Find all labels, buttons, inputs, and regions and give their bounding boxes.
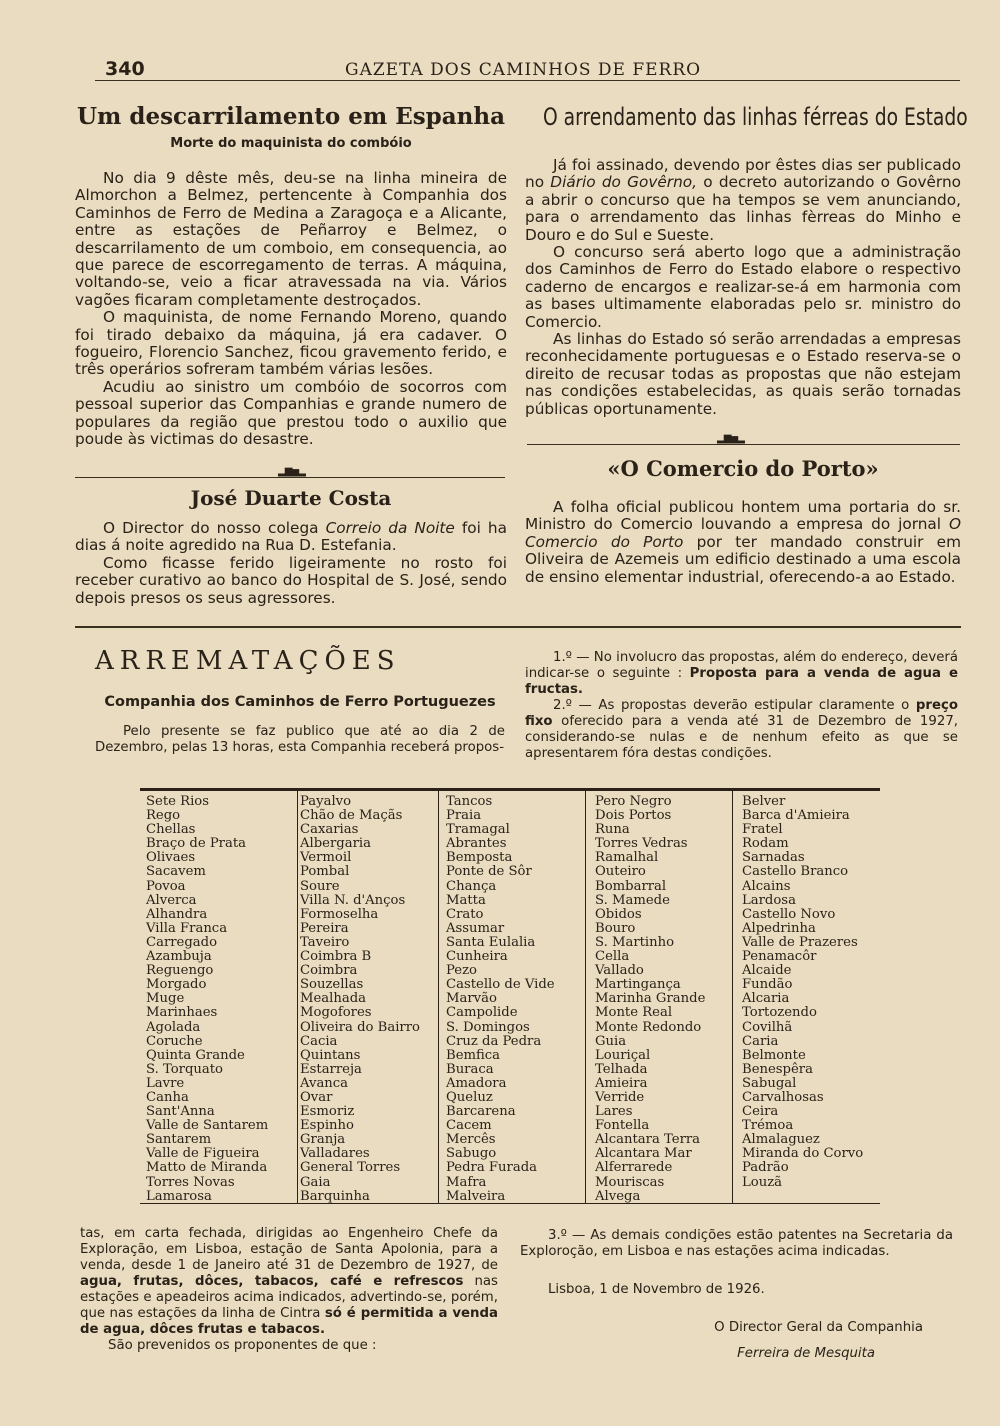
station-name: Lavre (146, 1075, 185, 1091)
station-name: Obidos (595, 906, 642, 922)
station-name: Praia (446, 808, 482, 824)
station-name: Mouriscas (595, 1174, 665, 1190)
article-title: José Duarte Costa (190, 486, 392, 510)
station-name: Barca d'Amieira (742, 808, 850, 824)
station-name: Valle de Prazeres (742, 934, 858, 950)
station-name: Tramagal (446, 822, 510, 838)
station-name: Marvão (446, 991, 497, 1007)
station-name: Torres Vedras (595, 836, 688, 852)
station-name: S. Domingos (446, 1019, 530, 1035)
station-name: Soure (300, 878, 340, 894)
station-name: Torres Novas (146, 1174, 235, 1190)
stations-column-2 (300, 795, 420, 1204)
station-name: Tancos (446, 794, 493, 809)
station-name: Dois Portos (595, 808, 672, 824)
stations-column-5 (742, 795, 863, 1190)
article-body (75, 170, 507, 449)
station-name: Malveira (446, 1188, 506, 1204)
station-name: Quintans (300, 1047, 361, 1063)
notice-closing (520, 1228, 953, 1362)
station-name: Cacia (300, 1033, 338, 1049)
company-name: Companhia dos Caminhos de Ferro Portuguezes (104, 694, 496, 710)
article-body (525, 499, 961, 586)
station-name: Louriçal (595, 1047, 651, 1063)
publication-title: GAZETA DOS CAMINHOS DE FERRO (345, 60, 702, 80)
station-name: Mafra (446, 1174, 487, 1190)
station-name: Pereira (300, 920, 349, 936)
notice-title: ARREMATAÇÕES (95, 646, 401, 676)
notice-arrematacoes (95, 646, 505, 756)
station-name: Cruz da Pedra (446, 1033, 542, 1049)
station-name: Caxarias (300, 822, 359, 838)
station-name: Albergaria (300, 836, 371, 852)
section-divider (75, 626, 961, 628)
station-name: Belmonte (742, 1047, 806, 1063)
signatory-name: Ferreira de Mesquita (737, 1346, 875, 1361)
station-name: Esmoriz (300, 1104, 355, 1120)
station-name: Fontella (595, 1118, 650, 1134)
page-number: 340 (105, 58, 145, 80)
station-name: Verride (595, 1089, 645, 1105)
station-name: Sarnadas (742, 850, 805, 866)
station-name: Monte Real (595, 1005, 673, 1021)
station-name: Matto de Miranda (146, 1160, 268, 1176)
station-name: Valle de Figueira (146, 1146, 260, 1162)
station-name: Santarem (146, 1132, 212, 1148)
station-name: Oliveira do Bairro (300, 1019, 420, 1035)
station-name: Belver (742, 794, 786, 809)
station-name: Souzellas (300, 977, 364, 993)
station-name: S. Martinho (595, 934, 675, 950)
paragraph: As linhas do Estado só serão arrendadas a empresas reconhecidamente portuguesas e o Estado reserva-se o direito de recusar todas as propostas que não estejam nas condições estabelecidas, as quais serão tornadas públicas oportunamente. (525, 330, 961, 418)
station-name: Lamarosa (146, 1188, 212, 1204)
station-name: Alpedrinha (742, 920, 816, 936)
station-name: Ceira (742, 1104, 779, 1120)
station-name: Taveiro (300, 934, 350, 950)
divider (527, 444, 960, 445)
station-name: Rego (146, 808, 181, 824)
station-name: Padrão (742, 1160, 789, 1176)
paragraph: Já foi assinado, devendo por êstes dias ser publicado no Diário do Govêrno, o decreto autorizando o Govêrno a abrir o concurso que ha tempos se vem anunciando, para o arrendamento das linhas fèrreas do Minho e Douro e do Sul e Sueste. (525, 156, 962, 244)
station-name: Morgado (146, 977, 207, 993)
station-name: Carvalhosas (742, 1089, 824, 1105)
station-name: Abrantes (446, 836, 507, 852)
condition-1: 1.º — No involucro das propostas, além do endereço, deverá indicar-se o seguinte : Proposta para a venda de agua e fructas. (525, 650, 958, 697)
station-name: Reguengo (146, 963, 214, 979)
station-name: Rodam (742, 836, 789, 852)
station-name: Alcantara Terra (595, 1132, 701, 1148)
station-name: Estarreja (300, 1061, 362, 1077)
station-name: Alcains (742, 878, 791, 894)
station-name: Pezo (446, 963, 477, 979)
station-name: Villa N. d'Anços (300, 892, 406, 908)
paragraph: No dia 9 dêste mês, deu-se na linha mineira de Almorchon a Belmez, pertencente à Companhia dos Caminhos de Ferro de Medina a Zaragoça e a Alicante, entre as estações de Peñarroy e Belmez, o descarrilamento de um comboio, em consequencia, ao que parece de escorregamento de terras. A máquina, voltando-se, veio a ficar atravessada na via. Vários vagões ficaram completamente destroçados. (75, 169, 507, 309)
station-name: Amadora (446, 1075, 507, 1091)
station-name: Lares (595, 1104, 633, 1120)
station-name: Formoselha (300, 906, 379, 922)
station-name: Amieira (595, 1075, 648, 1091)
article-arrendamento (525, 103, 968, 418)
station-name: Ponte de Sôr (446, 864, 532, 880)
station-name: Valladares (300, 1146, 370, 1162)
station-name: Martingança (595, 977, 681, 993)
station-name: S. Mamede (595, 892, 670, 908)
station-name: Alcantara Mar (595, 1146, 692, 1162)
paragraph: O concurso será aberto logo que a administração dos Caminhos de Ferro do Estado elabore o respectivo caderno de encargos e realizar-se-á em harmonia com as bases ultimamente elaboradas pelo sr. ministro do Comercio. (525, 243, 961, 331)
station-name: Castello Branco (742, 864, 849, 880)
divider (75, 477, 505, 478)
station-name: Sant'Anna (146, 1104, 215, 1120)
article-title: Um descarrilamento em Espanha (76, 103, 506, 130)
station-name: Alferrarede (595, 1160, 673, 1176)
station-name: Mercês (446, 1132, 496, 1148)
station-name: Benespêra (742, 1061, 813, 1077)
stations-column-3 (446, 795, 555, 1204)
station-name: Miranda do Corvo (742, 1146, 864, 1162)
station-name: S. Torquato (146, 1061, 223, 1077)
station-name: Guia (595, 1033, 627, 1049)
station-name: Fratel (742, 822, 783, 838)
notice-conditions (525, 650, 958, 762)
station-name: Alcaide (742, 963, 792, 979)
station-name: Alvega (595, 1188, 641, 1204)
train-ornament-icon: ▂▆▅▂ (717, 433, 744, 444)
station-name: Espinho (300, 1118, 354, 1134)
station-name: Barcarena (446, 1104, 516, 1120)
station-name: Ovar (300, 1089, 333, 1105)
condition-3: 3.º — As demais condições estão patentes na Secretaria da Exploroção, em Lisboa e nas estações acima indicadas. (520, 1228, 953, 1259)
station-name: Coimbra B (300, 949, 372, 965)
station-name: Marinhaes (146, 1005, 218, 1021)
stations-column-1 (146, 795, 268, 1204)
article-body (75, 520, 507, 607)
station-name: Mogofores (300, 1005, 372, 1021)
page-header (95, 58, 960, 81)
station-name: Alcaria (742, 991, 790, 1007)
station-name: Sabugo (446, 1146, 497, 1162)
station-name: Povoa (146, 878, 186, 894)
station-name: Pombal (300, 864, 350, 880)
stations-column-4 (595, 795, 705, 1204)
station-name: Crato (446, 906, 484, 922)
station-name: Tortozendo (742, 1005, 817, 1021)
train-ornament-icon: ▂▆▅▂ (278, 466, 305, 477)
station-name: Granja (300, 1132, 346, 1148)
station-name: Coruche (146, 1033, 203, 1049)
station-name: Trémoa (742, 1118, 794, 1134)
paragraph: Como ficasse ferido ligeiramente no rosto foi receber curativo ao banco do Hospital de S. José, sendo depois presos os seus agressores. (75, 553, 507, 607)
station-name: Marinha Grande (595, 991, 706, 1007)
station-name: Muge (146, 991, 185, 1007)
station-name: Quinta Grande (146, 1047, 245, 1063)
paragraph: O maquinista, de nome Fernando Moreno, quando foi tirado debaixo da máquina, já era cadaver. O fogueiro, Florencio Sanchez, ficou gravemento ferido, e três operários sofreram também várias lesões. (75, 308, 507, 379)
station-name: Bombarral (595, 878, 667, 894)
station-name: Chão de Maçãs (300, 808, 403, 824)
station-name: Sabugal (742, 1075, 797, 1091)
station-name: Cacem (446, 1118, 492, 1134)
station-name: Agolada (146, 1019, 201, 1035)
conditions-body (525, 650, 958, 762)
station-name: Canha (146, 1089, 189, 1105)
station-name: Pero Negro (595, 794, 672, 809)
stations-table (140, 788, 880, 1204)
station-name: Vermoil (300, 850, 352, 866)
station-name: Payalvo (300, 794, 352, 809)
station-name: Assumar (446, 920, 505, 936)
station-name: Runa (595, 822, 630, 838)
station-name: Olivaes (146, 850, 196, 866)
station-name: Fundão (742, 977, 793, 993)
paragraph: O Director do nosso colega Correio da Noite foi ha dias á noite agredido na Rua D. Estefania. (75, 519, 507, 555)
station-name: Monte Redondo (595, 1019, 702, 1035)
station-name: Telhada (595, 1061, 648, 1077)
station-name: Braço de Prata (146, 836, 247, 852)
station-name: Pedra Furada (446, 1160, 537, 1176)
article-title: O arrendamento das linhas férreas do Estado (543, 103, 968, 131)
station-name: Penamacôr (742, 949, 817, 965)
continuation-body: tas, em carta fechada, dirigidas ao Engenheiro Chefe da Exploração, em Lisboa, estação de Santa Apolonia, para a venda, desde 1 de Janeiro até 31 de Dezembro de 1927, de agua, frutas, dôces, tabacos, café e refrescos nas estações e apeadeiros acima indicados, advertindo-se, porém, que nas estações da linha de Cintra só é permitida a venda de agua, dôces frutas e tabacos. São prevenidos os proponentes de que : (80, 1226, 499, 1353)
station-name: Castello Novo (742, 906, 836, 922)
station-name: Chança (446, 878, 497, 894)
station-name: Bemfica (446, 1047, 501, 1063)
article-comercio-porto (525, 456, 961, 586)
station-name: Bouro (595, 920, 636, 936)
station-name: Mealhada (300, 991, 367, 1007)
station-name: Avanca (300, 1075, 349, 1091)
paragraph: A folha oficial publicou hontem uma portaria do sr. Ministro do Comercio louvando a empresa do jornal O Comercio do Porto por ter mandado construir em Oliveira de Azemeis um edificio destinado a uma escola de ensino elementar industrial, oferecendo-a ao Estado. (525, 498, 961, 586)
station-name: Alverca (146, 892, 197, 908)
station-name: Caria (742, 1033, 779, 1049)
notice-continuation (80, 1226, 498, 1354)
station-name: Cunheira (446, 949, 508, 965)
station-name: Castello de Vide (446, 977, 555, 993)
station-name: Coimbra (300, 963, 358, 979)
article-subtitle: Morte do maquinista do combóio (170, 136, 412, 151)
article-jose-duarte (75, 486, 507, 607)
station-name: Villa Franca (146, 920, 228, 936)
paragraph: Acudiu ao sinistro um combóio de socorros com pessoal superior das Companhias e grande numero de populares da região que prestou todo o auxilio que poude às victimas do desastre. (75, 377, 507, 449)
station-name: Carregado (146, 934, 218, 950)
station-name: General Torres (300, 1160, 401, 1176)
station-name: Sete Rios (146, 794, 209, 809)
station-name: Ramalhal (595, 850, 659, 866)
station-name: Almalaguez (742, 1132, 820, 1148)
station-name: Bemposta (446, 850, 513, 866)
signatory-title: O Director Geral da Companhia (714, 1320, 923, 1335)
station-name: Louzã (742, 1174, 783, 1190)
notice-intro: Pelo presente se faz publico que até ao dia 2 de Dezembro, pelas 13 horas, esta Companhia receberá propos- (95, 724, 505, 755)
article-body (525, 157, 961, 418)
station-name: Covilhã (742, 1019, 793, 1035)
station-name: Buraca (446, 1061, 494, 1077)
notice-date: Lisboa, 1 de Novembro de 1926. (548, 1282, 765, 1297)
station-name: Sacavem (146, 864, 206, 880)
station-name: Chellas (146, 822, 196, 838)
station-name: Cella (595, 949, 630, 965)
station-name: Campolide (446, 1005, 518, 1021)
station-name: Santa Eulalia (446, 934, 536, 950)
station-name: Valle de Santarem (146, 1118, 269, 1134)
station-name: Outeiro (595, 864, 646, 880)
article-title: «O Comercio do Porto» (607, 456, 879, 481)
station-name: Lardosa (742, 892, 796, 908)
condition-2: 2.º — As propostas deverão estipular claramente o preço fixo oferecido para a venda até 31 de Dezembro de 1927, considerando-se nulas e de nenhum efeito as que se apresentarem fóra destas condições. (525, 698, 958, 761)
station-name: Vallado (595, 963, 644, 979)
station-name: Barquinha (300, 1188, 370, 1204)
station-name: Azambuja (146, 949, 212, 965)
station-name: Alhandra (146, 906, 208, 922)
article-derailment (75, 103, 507, 449)
station-name: Gaia (300, 1174, 331, 1190)
station-name: Queluz (446, 1089, 493, 1105)
station-name: Matta (446, 892, 486, 908)
